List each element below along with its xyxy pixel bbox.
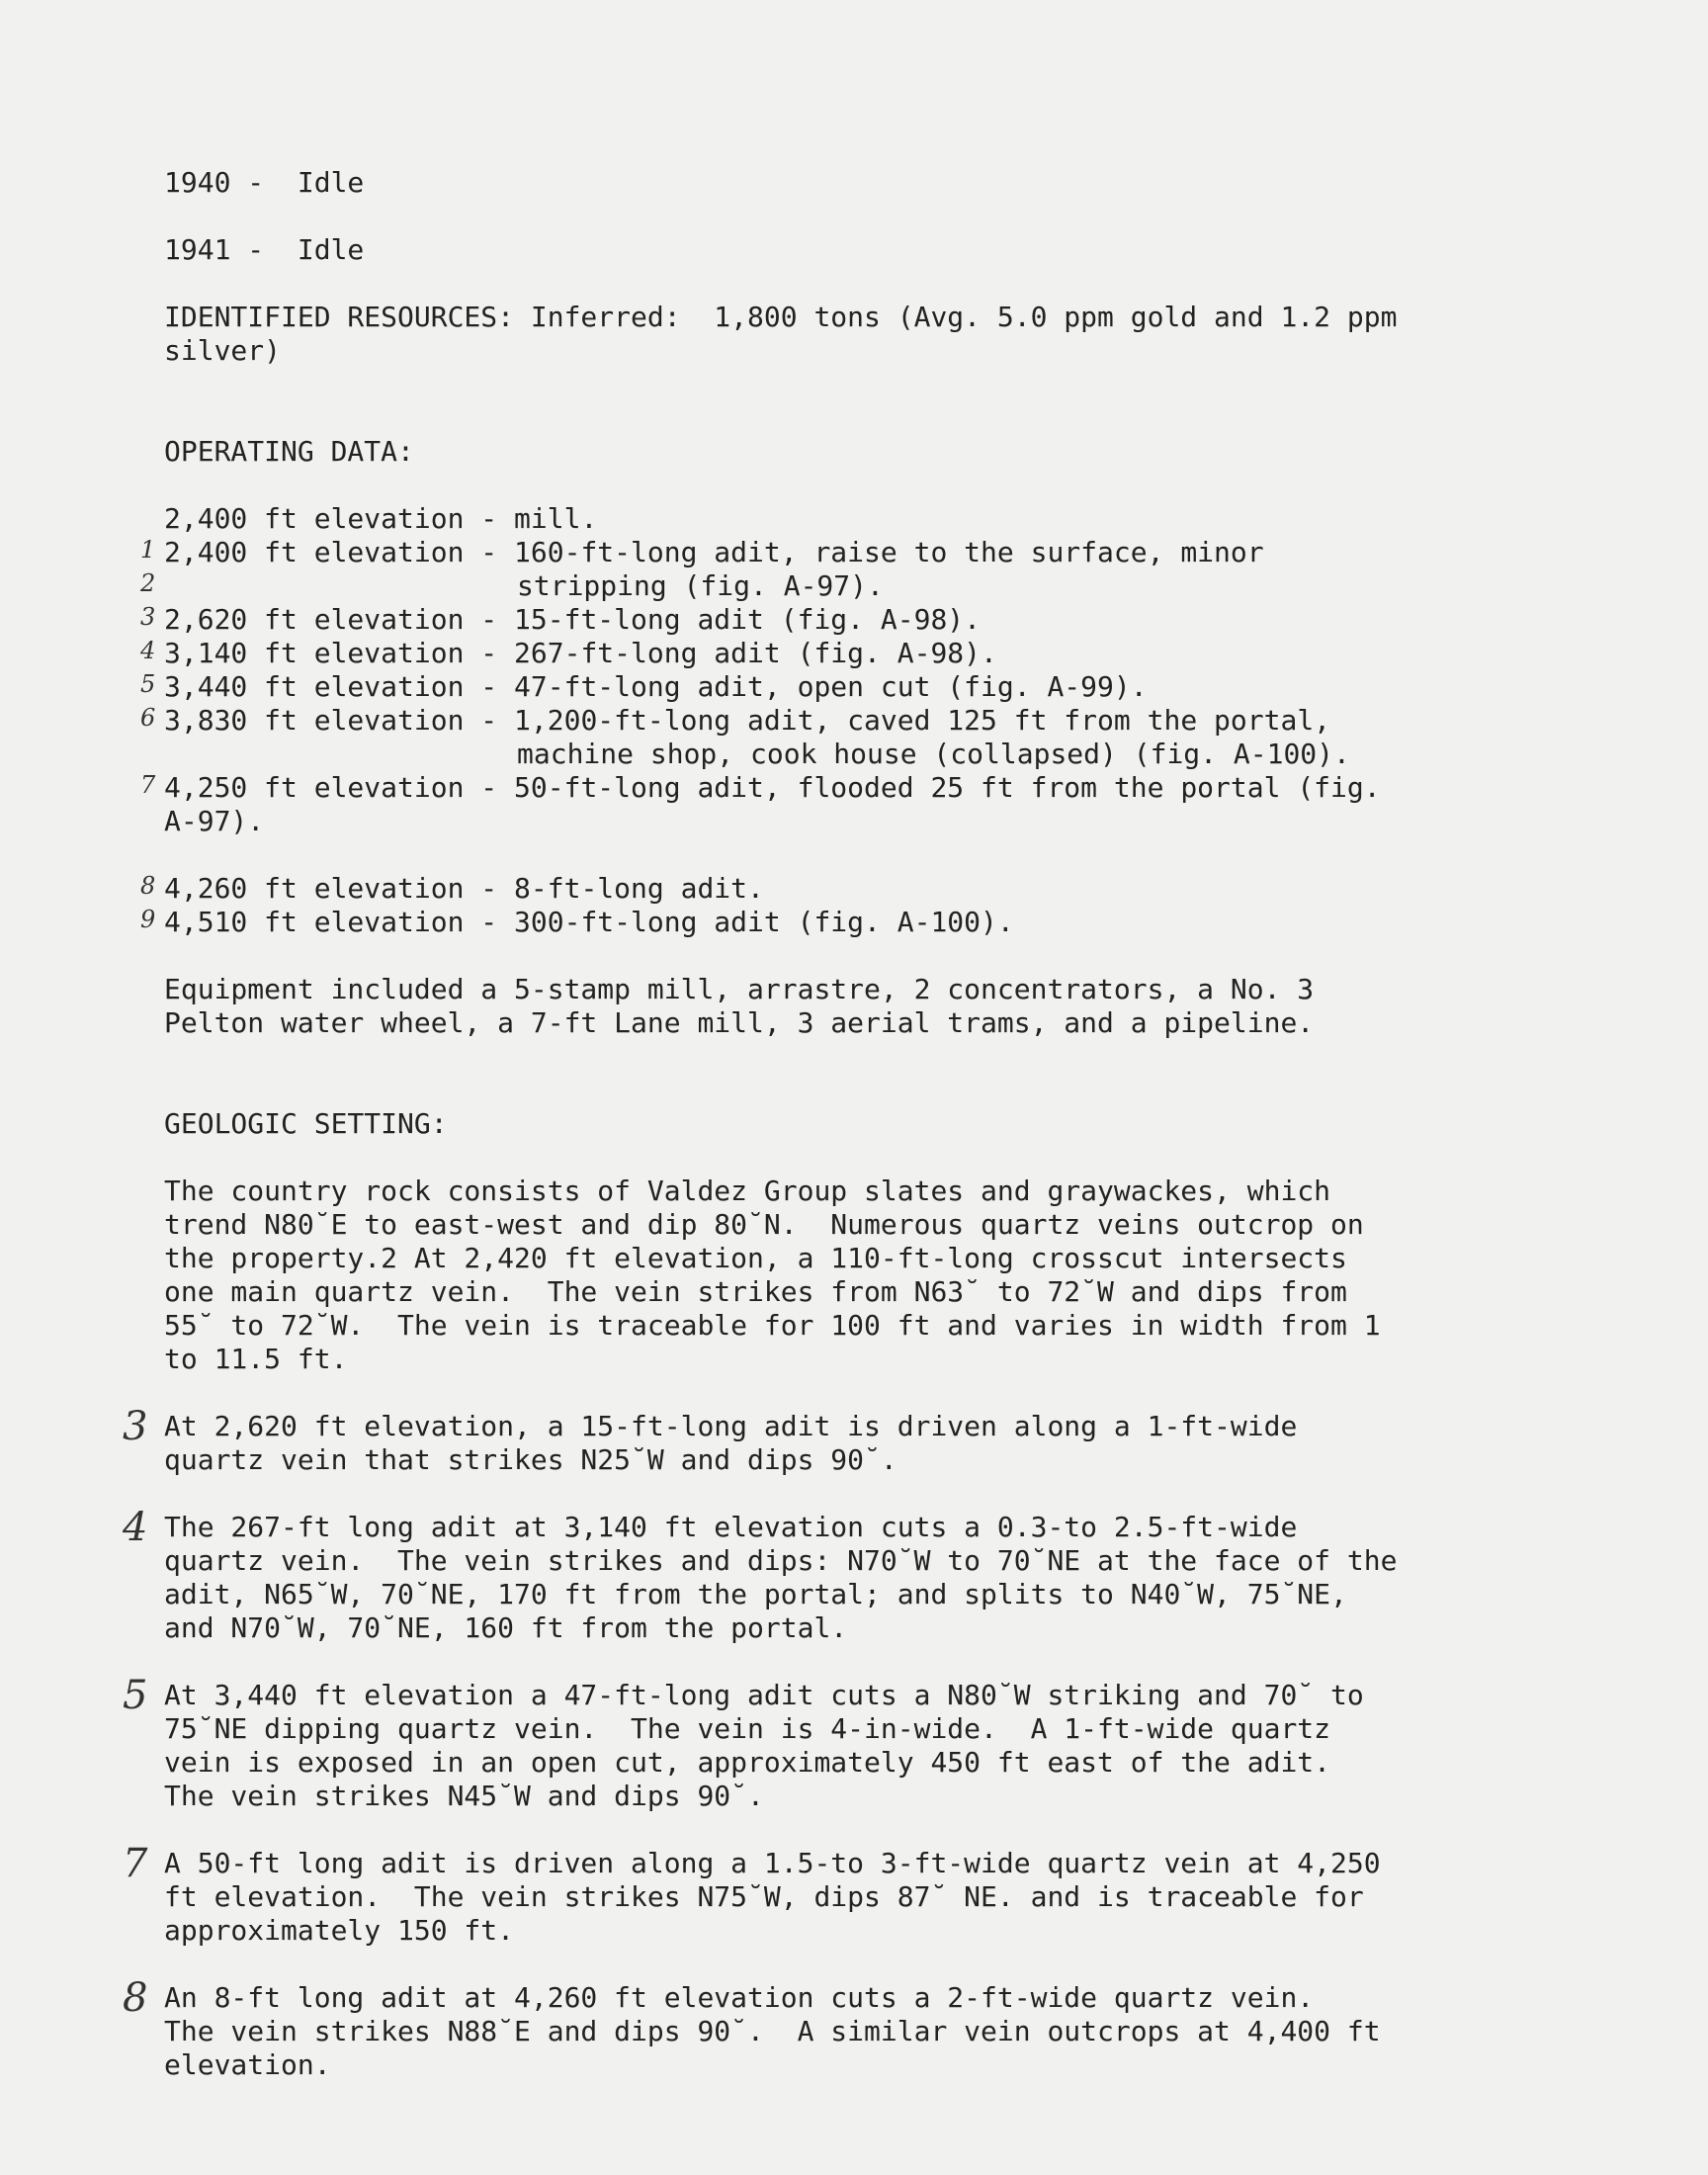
operating-elevation: 3,830 ft elevation - — [164, 704, 515, 737]
geologic-paragraph: At 2,620 ft elevation, a 15-ft-long adit is driven along a 1-ft-wide quartz vein that strikes N25˘W and dips 90˘. — [164, 1410, 1298, 1476]
operating-row — [164, 670, 1449, 704]
margin-number: 8 — [123, 1975, 148, 2021]
geologic-paragraph: An 8-ft long adit at 4,260 ft elevation cuts a 2-ft-wide quartz vein. The vein strikes N88˘E and dips 90˘. A similar vein outcrops at 4,400 ft elevation. — [164, 1981, 1381, 2081]
operating-description-continued: machine shop, cook house (collapsed) (fig. A-100). — [517, 738, 1350, 770]
margin-number: 8 — [140, 872, 156, 900]
year-1941: 1941 - Idle — [164, 233, 365, 266]
operating-description-continued: stripping (fig. A-97). — [517, 569, 884, 602]
operating-description: 267-ft-long adit (fig. A-98). — [514, 637, 997, 669]
operating-row — [164, 906, 1449, 939]
operating-description: mill. — [514, 502, 598, 535]
operating-row — [164, 502, 1449, 536]
operating-description: 50-ft-long adit, flooded 25 ft from the portal (fig. — [514, 771, 1381, 804]
operating-description: 160-ft-long adit, raise to the surface, minor — [514, 536, 1264, 568]
margin-number: 2 — [140, 569, 156, 597]
geologic-paragraph: A 50-ft long adit is driven along a 1.5-to 3-ft-wide quartz vein at 4,250 ft elevation. The vein strikes N75˘W, dips 87˘ NE. and is traceable for approximately 150 ft. — [164, 1847, 1381, 1947]
geologic-setting-heading: GEOLOGIC SETTING: — [164, 1107, 448, 1140]
operating-elevation: 2,400 ft elevation - — [164, 502, 515, 535]
margin-number: 6 — [140, 704, 156, 732]
margin-number: 5 — [140, 670, 156, 698]
operating-description: 47-ft-long adit, open cut (fig. A-99). — [514, 670, 1148, 703]
operating-elevation: 4,260 ft elevation - — [164, 872, 515, 905]
operating-elevation: 2,620 ft elevation - — [164, 603, 515, 636]
margin-number: 7 — [123, 1841, 148, 1886]
geologic-paragraph: The country rock consists of Valdez Group slates and graywackes, which trend N80˘E to east-west and dip 80˘N. Numerous quartz veins outcrop on the property.2 At 2,420 ft elevation, a 110-ft-long crosscut intersects one main quartz vein. The vein strikes from N63˘ to 72˘W and dips from 55˘ to 72˘W. The vein is traceable for 100 ft and varies in width from 1 to 11.5 ft. — [164, 1174, 1381, 1375]
operating-description: 1,200-ft-long adit, caved 125 ft from the portal, — [514, 704, 1331, 737]
margin-number: 3 — [123, 1404, 148, 1449]
operating-elevation: 3,440 ft elevation - — [164, 670, 515, 703]
operating-description: 8-ft-long adit. — [514, 872, 764, 905]
operating-data-heading: OPERATING DATA: — [164, 435, 414, 468]
geologic-paragraph: The 267-ft long adit at 3,140 ft elevation cuts a 0.3-to 2.5-ft-wide quartz vein. The vein strikes and dips: N70˘W to 70˘NE at the face of the adit, N65˘W, 70˘NE, 170 ft from the portal; and splits to N40˘W, 75˘NE, and N70˘W, 70˘NE, 160 ft from the portal. — [164, 1511, 1398, 1644]
margin-number: 1 — [140, 536, 156, 564]
operating-elevation: 3,140 ft elevation - — [164, 637, 515, 669]
margin-number: 5 — [123, 1673, 148, 1718]
operating-description: 300-ft-long adit (fig. A-100). — [514, 906, 1014, 938]
geologic-paragraph: At 3,440 ft elevation a 47-ft-long adit cuts a N80˘W striking and 70˘ to 75˘NE dipping quartz vein. The vein is 4-in-wide. A 1-ft-wide quartz vein is exposed in an open cut, approximately 450 ft east of the adit. The vein strikes N45˘W and dips 90˘. — [164, 1679, 1364, 1812]
identified-resources: IDENTIFIED RESOURCES: Inferred: 1,800 tons (Avg. 5.0 ppm gold and 1.2 ppm silver) — [164, 301, 1398, 367]
operating-elevation: 4,250 ft elevation - — [164, 771, 515, 804]
margin-number: 3 — [140, 603, 156, 631]
equipment-paragraph: Equipment included a 5-stamp mill, arrastre, 2 concentrators, a No. 3 Pelton water wheel, a 7-ft Lane mill, 3 aerial trams, and a pipeline. — [164, 973, 1315, 1039]
operating-row — [164, 771, 1449, 838]
year-1940: 1940 - Idle — [164, 166, 365, 199]
operating-row — [164, 872, 1449, 906]
page-content — [164, 166, 1449, 2082]
margin-number: 9 — [140, 906, 156, 933]
operating-row — [164, 704, 1449, 771]
operating-row — [164, 536, 1449, 603]
operating-elevation: 4,510 ft elevation - — [164, 906, 515, 938]
operating-data-list — [164, 502, 1449, 939]
operating-row — [164, 637, 1449, 670]
operating-elevation: 2,400 ft elevation - — [164, 536, 515, 568]
operating-row — [164, 603, 1449, 637]
operating-description: 15-ft-long adit (fig. A-98). — [514, 603, 982, 636]
margin-number: 4 — [140, 637, 156, 664]
margin-number: 4 — [123, 1505, 148, 1550]
operating-description-wrap: A-97). — [164, 805, 265, 837]
margin-number: 7 — [140, 771, 156, 799]
